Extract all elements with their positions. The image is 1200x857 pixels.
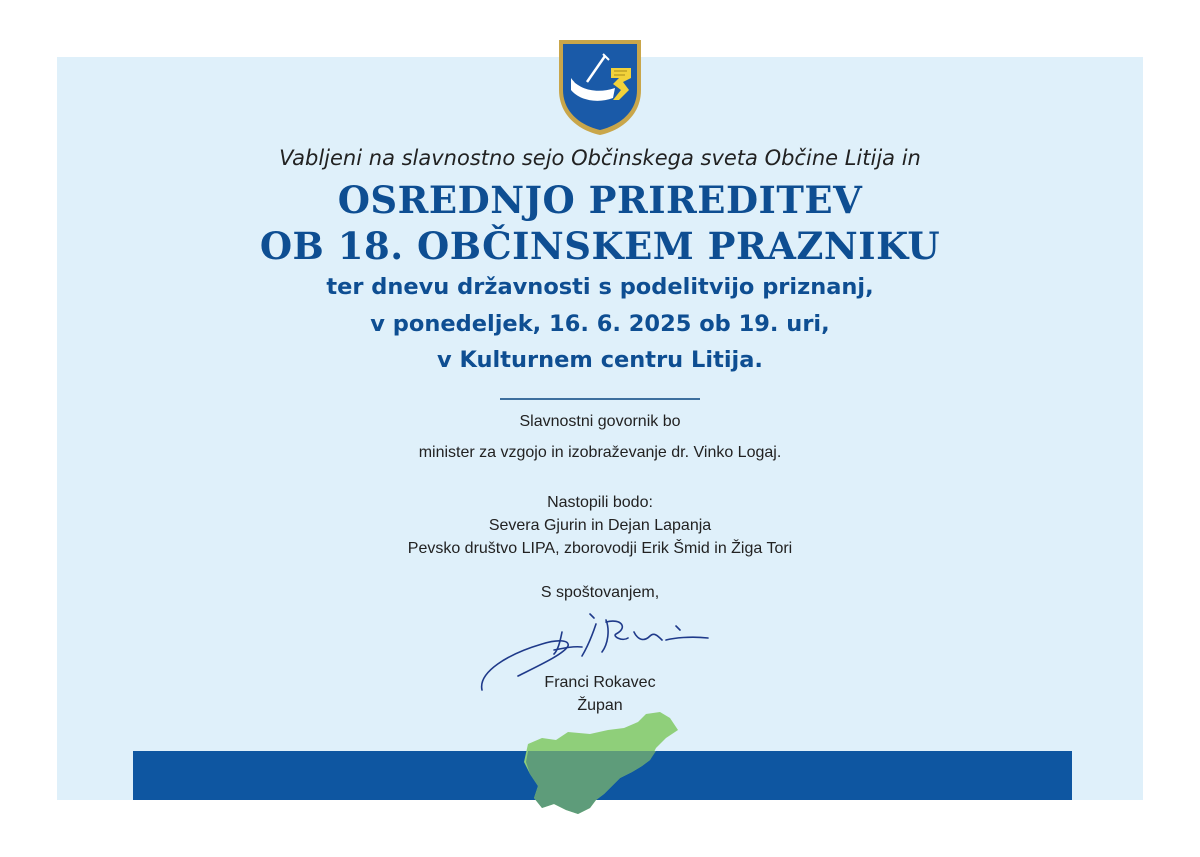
performer-line-1: Severa Gjurin in Dejan Lapanja <box>488 517 712 534</box>
signer-title: Župan <box>577 697 623 714</box>
speaker-name: minister za vzgojo in izobraževanje dr. Vinko Logaj. <box>418 444 782 461</box>
performers-label: Nastopili bodo: <box>547 494 653 511</box>
speaker-label: Slavnostni govornik bo <box>519 413 681 430</box>
slovenia-map-icon <box>520 708 682 816</box>
divider <box>500 398 700 400</box>
signer-name: Franci Rokavec <box>544 674 656 691</box>
closing-greeting: S spoštovanjem, <box>540 584 660 601</box>
coat-of-arms-icon <box>557 38 643 136</box>
event-title-line-2: OB 18. OBČINSKEM PRAZNIKU <box>259 224 941 268</box>
event-subtitle: ter dnevu državnosti s podelitvijo priznanj, <box>326 274 874 300</box>
invitation-intro: Vabljeni na slavnostno sejo Občinskega sveta Občine Litija in <box>279 146 921 170</box>
event-venue: v Kulturnem centru Litija. <box>437 347 763 373</box>
event-date-time: v ponedeljek, 16. 6. 2025 ob 19. uri, <box>370 311 830 337</box>
event-title-line-1: OSREDNJO PRIREDITEV <box>337 178 863 222</box>
performer-line-2: Pevsko društvo LIPA, zborovodji Erik Šmid in Žiga Tori <box>407 540 793 557</box>
